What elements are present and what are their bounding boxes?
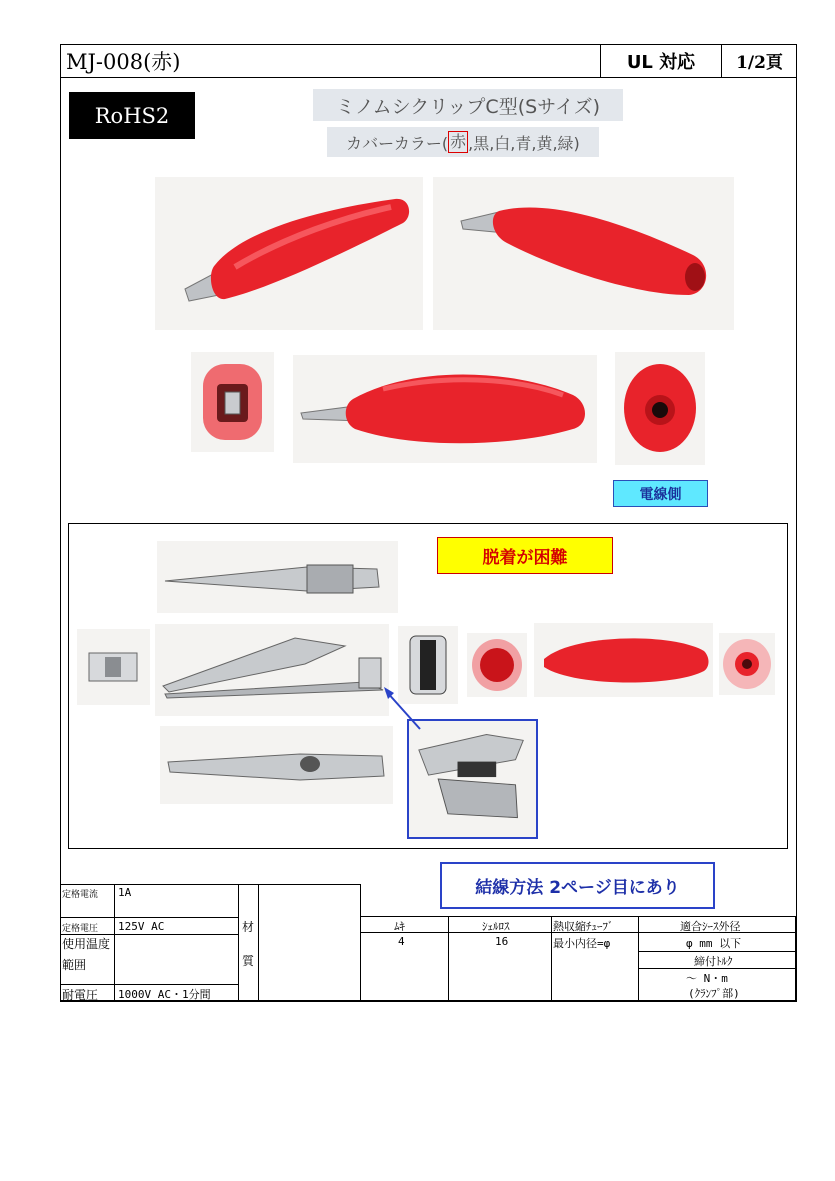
model-title: MJ-008(赤) <box>66 50 181 74</box>
difficult-removal-label: 脱着が困難 <box>437 537 613 574</box>
photo-cover-rear <box>719 633 775 695</box>
photo-clip-right-view <box>433 177 734 330</box>
cover-color-selected: 赤 <box>450 132 467 151</box>
ul-badge: UL 対応 <box>600 44 721 77</box>
withstand-voltage-value: 1000V AC・1分間 <box>118 988 211 1001</box>
wiring-method-note: 結線方法 2ページ目にあり <box>440 862 715 909</box>
photo-metal-clip-top <box>157 541 398 613</box>
shrink-tube-header: 熱収縮ﾁｭｰﾌﾞ <box>553 920 614 933</box>
material-label-1: 材 <box>242 920 255 934</box>
torque-note: (ｸﾗﾝﾌﾟ部) <box>688 987 740 1000</box>
shrink-tube-value: 最小内径=φ <box>553 937 611 950</box>
strip-length-value: 4 <box>398 935 405 948</box>
cover-color-rest: ,黒,白,青,黄,緑) <box>468 133 580 153</box>
header-divider <box>60 77 797 78</box>
material-label-2: 質 <box>242 954 255 968</box>
photo-crimp-detail <box>407 719 538 839</box>
photo-clip-side-view <box>293 355 597 463</box>
torque-label: 締付ﾄﾙｸ <box>694 955 733 968</box>
strip-length-header: ﾑｷ <box>394 920 405 933</box>
spec-table <box>60 884 797 1002</box>
wire-side-label: 電線側 <box>613 480 708 507</box>
photo-metal-clip-open <box>155 624 389 716</box>
sheath-od-header: 適合ｼｰｽ外径 <box>680 920 741 933</box>
shell-loss-value: 16 <box>495 935 509 948</box>
rated-current-value: 1A <box>118 886 132 899</box>
photo-clip-left-view <box>155 177 423 330</box>
temp-range-label-1: 使用温度 <box>62 937 111 951</box>
temp-range-label-2: 範囲 <box>62 958 87 972</box>
rated-current-label: 定格電流 <box>62 890 99 900</box>
torque-value: ～ N・m <box>686 972 728 985</box>
photo-cover-front <box>467 633 527 697</box>
cover-color-prefix: カバーカラー( <box>346 133 449 153</box>
withstand-voltage-label: 耐電圧 <box>62 988 99 1002</box>
photo-clip-wire-end <box>615 352 705 465</box>
sheath-od-value: φ mm 以下 <box>686 937 742 950</box>
cover-color-line <box>327 127 599 157</box>
photo-metal-clip-bottom <box>160 726 393 804</box>
rated-voltage-value: 125V AC <box>118 920 165 933</box>
photo-metal-clip-end <box>77 629 150 705</box>
rated-voltage-label: 定格電圧 <box>62 924 99 934</box>
page-number: 1/2頁 <box>721 44 797 77</box>
rohs-badge: RoHS2 <box>69 92 195 139</box>
photo-cover-side <box>534 623 713 697</box>
photo-clip-front-end <box>191 352 274 452</box>
product-title: ミノムシクリップC型(Sサイズ) <box>313 89 623 121</box>
shell-loss-header: ｼｪﾙﾛｽ <box>482 920 510 933</box>
detail-pointer-arrow <box>380 685 424 731</box>
